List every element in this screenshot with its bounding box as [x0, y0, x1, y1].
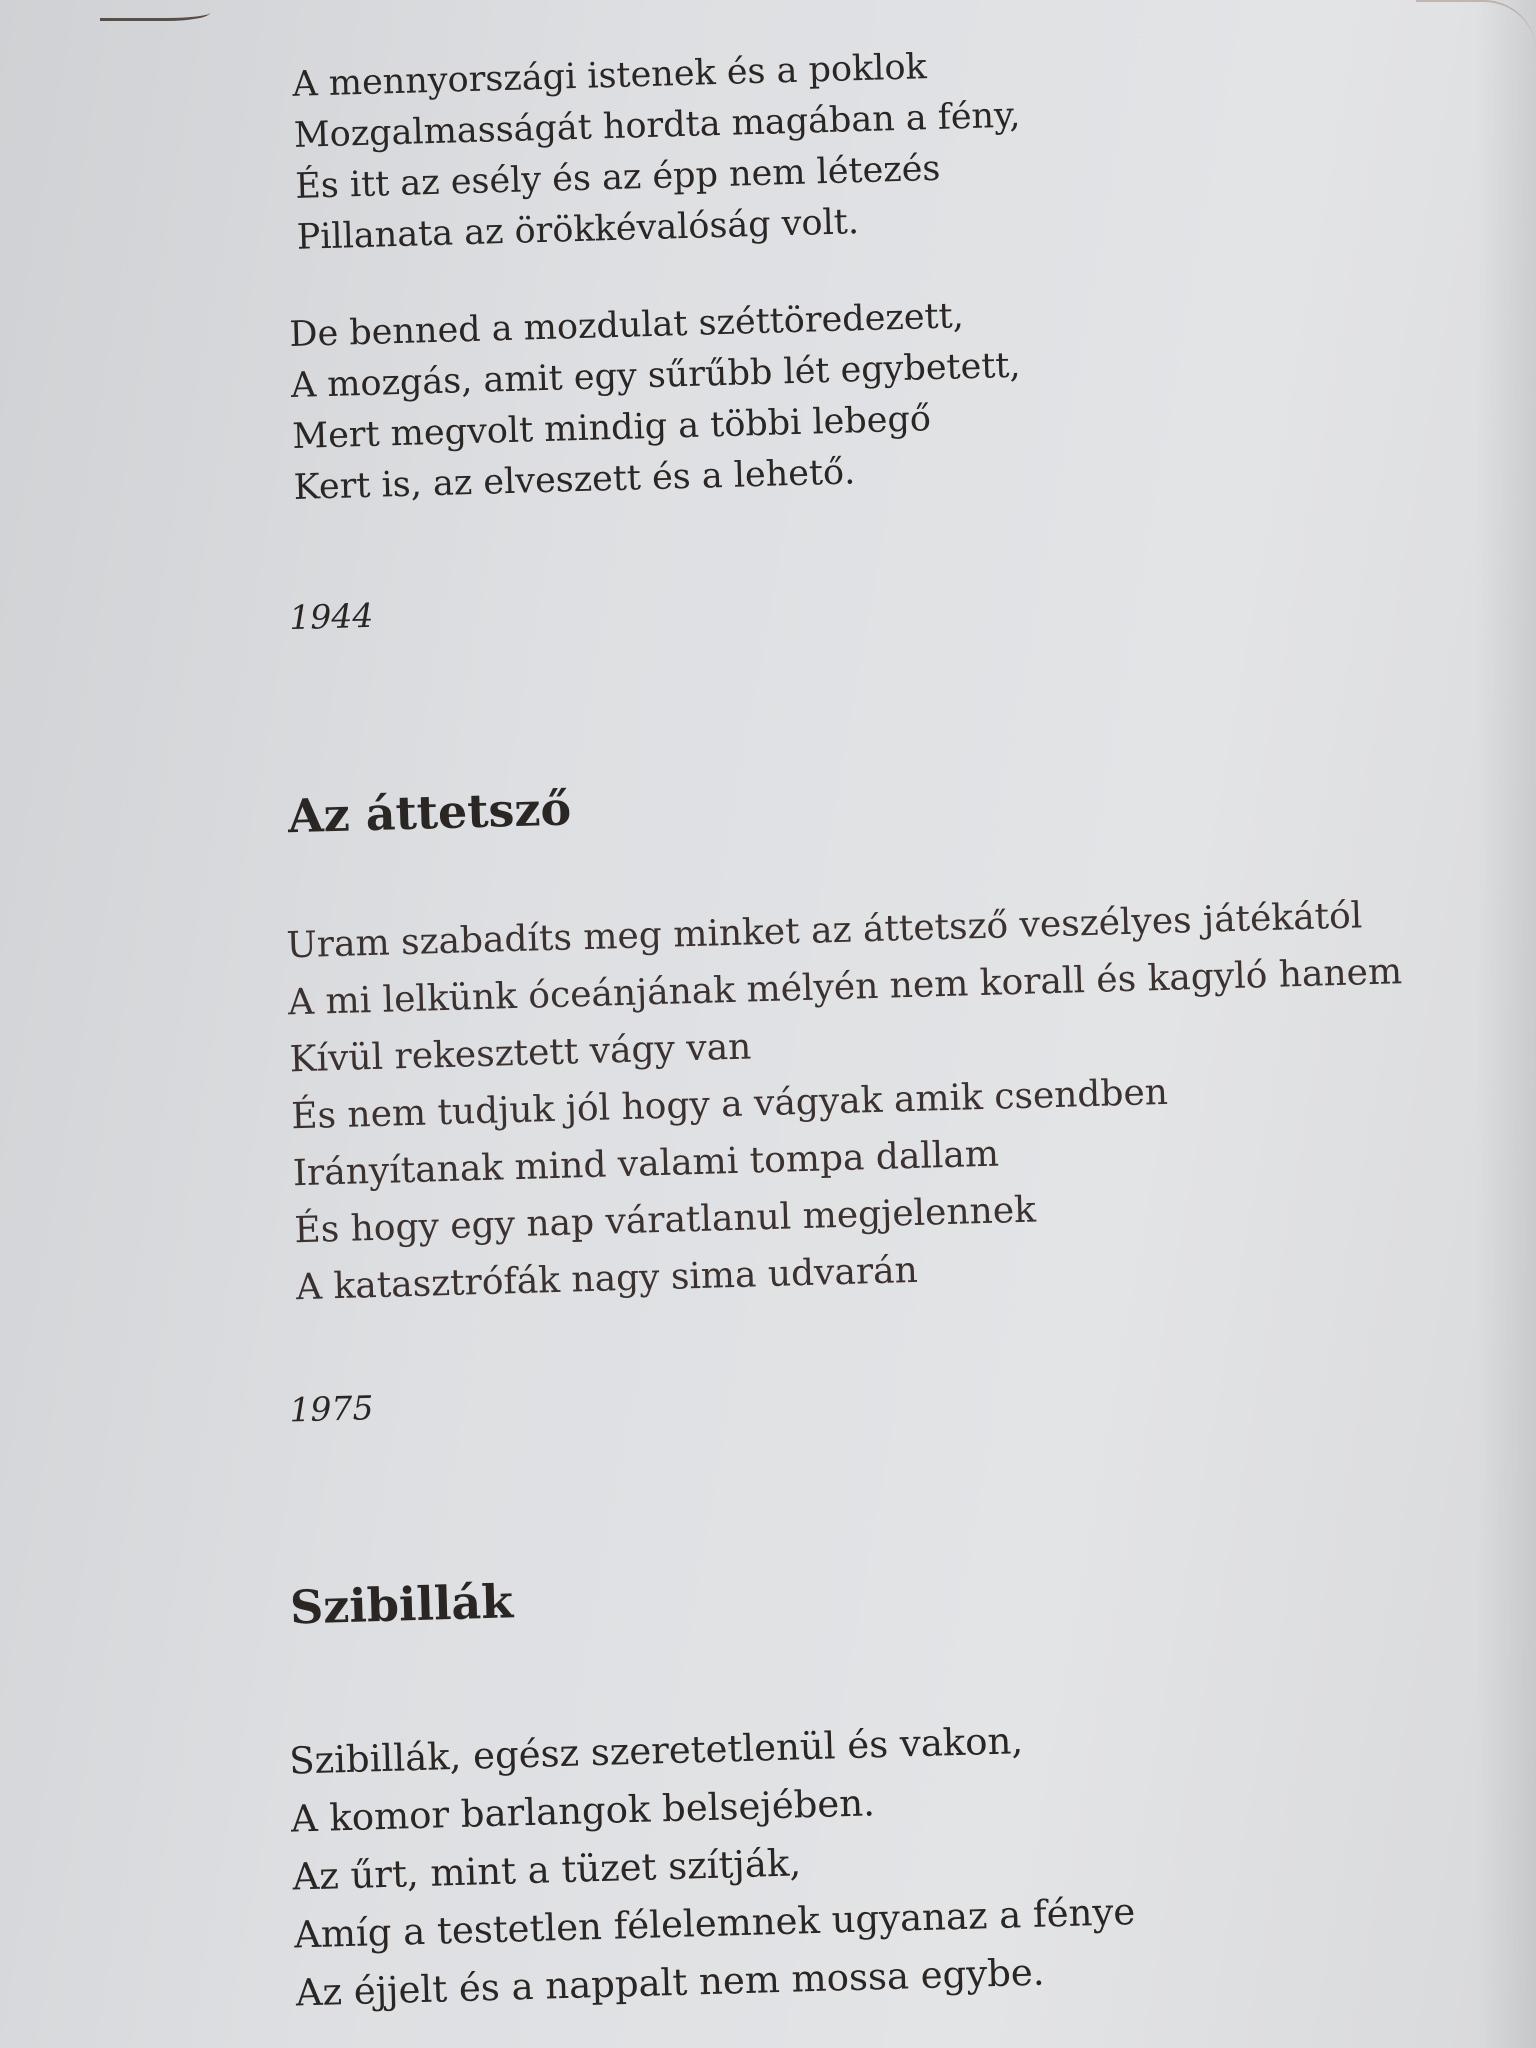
verse-line: Az éjjelt és a nappalt nem mossa egybe. [295, 1950, 1046, 2015]
verse-line: A mennyországi istenek és a poklok [291, 47, 928, 105]
verse-line: És nem tudjuk jól hogy a vágyak amik csendben [290, 1071, 1169, 1138]
verse-line: Kívül rekesztett vágy van [289, 1026, 752, 1081]
verse-line: Pillanata az örökkévalóság volt. [296, 202, 860, 258]
verse-line: Irányítanak mind valami tompa dallam [292, 1133, 1000, 1195]
verse-line: Kert is, az elveszett és a lehető. [293, 452, 856, 508]
poem3-title: Szibillák [289, 1574, 514, 1635]
verse-line: De benned a mozdulat széttöredezett, [288, 296, 965, 356]
verse-line: A katasztrófák nagy sima udvarán [295, 1249, 919, 1309]
poem1-stanza1 [292, 40, 1024, 264]
verse-line: És itt az esély és az épp nem létezés [294, 148, 941, 207]
poem1-stanza2 [289, 290, 1024, 514]
verse-line: A mozgás, amit egy sűrűbb lét egybetett, [290, 345, 1022, 407]
running-header-rule [100, 0, 210, 21]
poem2-body [286, 886, 1411, 1316]
verse-line: Szibillák, egész szeretetlenül és vakon, [288, 1719, 1024, 1783]
page-edge-shadow [1476, 0, 1536, 2048]
verse-line: A komor barlangok belsejében. [290, 1781, 876, 1841]
poem1-date: 1944 [288, 595, 374, 638]
verse-line: Mozgalmasságát hordta magában a fény, [293, 95, 1021, 156]
verse-line: Mert megvolt mindig a többi lebegő [291, 399, 932, 458]
poem2-title: Az áttetsző [287, 781, 572, 844]
verse-line: Uram szabadíts meg minket az áttetsző veszélyes játékától [285, 895, 1363, 967]
verse-line: A mi lelkünk óceánjának mélyén nem korall és kagyló hanem [287, 951, 1403, 1024]
verse-line: Az űrt, mint a tüzet szítják, [291, 1841, 802, 1899]
poem3-body [288, 1709, 1137, 2022]
verse-line: Amíg a testetlen félelemnek ugyanaz a fénye [293, 1890, 1136, 1957]
poem2-date: 1975 [288, 1388, 374, 1430]
verse-line: És hogy egy nap váratlanul megjelennek [293, 1189, 1037, 1252]
